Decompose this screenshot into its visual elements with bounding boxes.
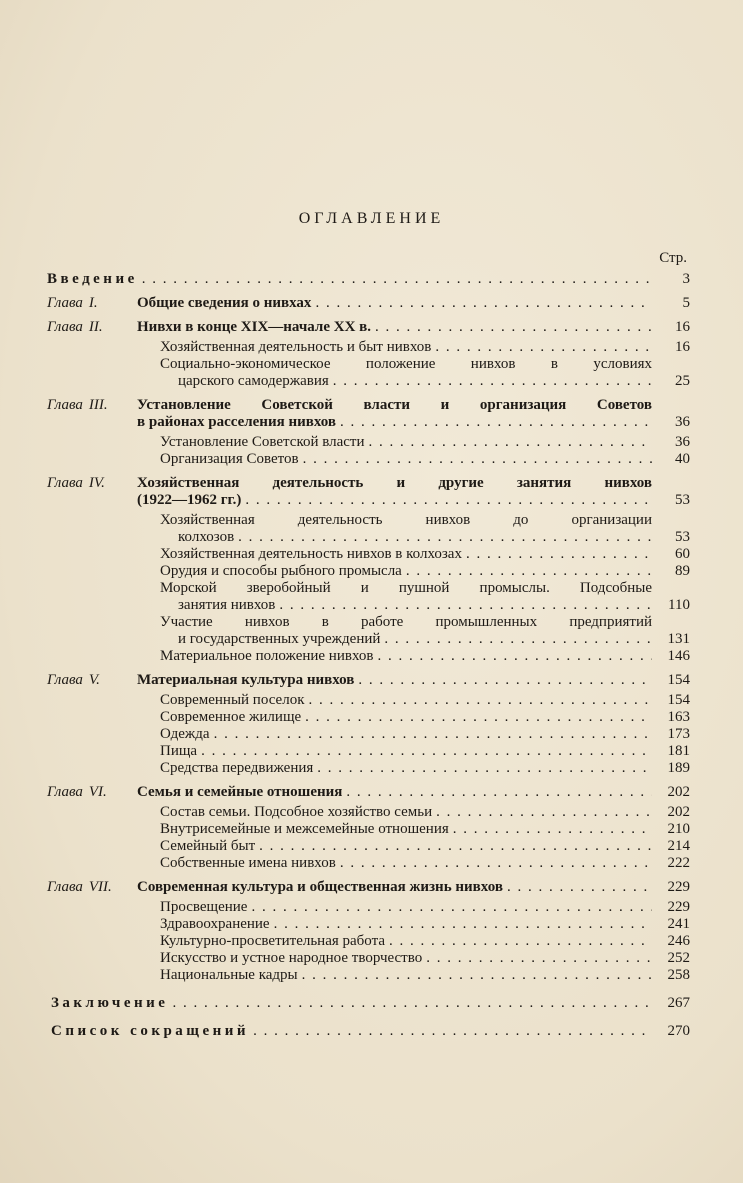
entry-title: Пища — [160, 743, 198, 759]
toc-line — [47, 743, 690, 760]
page-number: 222 — [667, 855, 690, 871]
toc-section — [47, 580, 690, 614]
dot-leader — [426, 950, 652, 967]
dot-leader — [245, 492, 652, 509]
toc-line — [47, 672, 690, 689]
page-number: 241 — [667, 916, 690, 932]
toc-line — [47, 995, 690, 1012]
toc-line — [47, 451, 690, 468]
entry-title: Хозяйственная деятельность нивхов в колхозах — [160, 546, 462, 562]
toc-line — [47, 899, 690, 916]
toc-section — [47, 356, 690, 390]
entry-title: Культурно-просветительная работа — [160, 933, 386, 949]
chapter-label — [47, 319, 137, 336]
chapter-word: Глава — [47, 295, 83, 311]
toc-section — [47, 855, 690, 872]
toc-chapter — [47, 475, 690, 509]
toc-section — [47, 546, 690, 563]
page-number: 154 — [667, 672, 690, 688]
page-title: ОГЛАВЛЕНИЕ — [298, 210, 445, 227]
dot-leader — [453, 821, 652, 838]
page-number: 258 — [667, 967, 690, 983]
chapter-word: Глава — [47, 879, 83, 895]
entry-title: Морской зверобойный и пушной промыслы. Подсобные — [160, 580, 652, 596]
entry-title: Просвещение — [160, 899, 248, 915]
toc-section — [47, 967, 690, 984]
page-number: 16 — [675, 319, 690, 335]
dot-leader — [317, 760, 652, 777]
dot-leader — [358, 672, 652, 689]
toc-section — [47, 614, 690, 648]
page-number: 270 — [667, 1023, 690, 1039]
entry-title: Современное жилище — [160, 709, 302, 725]
chapter-label — [47, 295, 137, 312]
toc-line — [47, 614, 690, 631]
entry-title: Состав семьи. Подсобное хозяйство семьи — [160, 804, 433, 820]
entry-title: Искусство и устное народное творчество — [160, 950, 423, 966]
dot-leader — [340, 414, 652, 431]
page-number: 229 — [667, 879, 690, 895]
chapter-word: Глава — [47, 475, 83, 491]
dot-leader — [436, 804, 652, 821]
entry-title: Семья и семейные отношения — [137, 784, 343, 800]
page-column-label: Стр. — [659, 250, 687, 266]
toc-line — [47, 414, 690, 431]
page-number: 189 — [667, 760, 690, 776]
toc-line — [47, 855, 690, 872]
toc-line — [47, 295, 690, 312]
entry-title: Хозяйственная деятельность нивхов до организации — [160, 512, 652, 528]
toc-chapter — [47, 784, 690, 801]
dot-leader — [369, 434, 652, 451]
toc-line — [47, 709, 690, 726]
entry-title: Собственные имена нивхов — [160, 855, 336, 871]
toc-line — [47, 967, 690, 984]
entry-title: Здравоохранение — [160, 916, 270, 932]
toc-line — [47, 1023, 690, 1040]
page-number: 60 — [675, 546, 690, 562]
dot-leader — [259, 838, 652, 855]
entry-title: (1922—1962 гг.) — [137, 492, 242, 508]
toc-section — [47, 512, 690, 546]
page-number: 16 — [675, 339, 690, 355]
entry-title: Установление Советской власти — [160, 434, 365, 450]
toc-line — [47, 726, 690, 743]
toc-entry — [47, 271, 690, 288]
chapter-number: III. — [88, 397, 108, 413]
dot-leader — [466, 546, 652, 563]
toc-line — [47, 434, 690, 451]
toc-section — [47, 692, 690, 709]
page-number: 146 — [667, 648, 690, 664]
toc-line — [47, 784, 690, 801]
page-number: 154 — [667, 692, 690, 708]
entry-title: Участие нивхов в работе промышленных предприятий — [160, 614, 652, 630]
dot-leader — [201, 743, 652, 760]
toc-chapter — [47, 672, 690, 689]
dot-leader — [214, 726, 652, 743]
entry-title: Материальная культура нивхов — [137, 672, 355, 688]
page-number: 5 — [682, 295, 690, 311]
page-number: 110 — [668, 597, 690, 613]
chapter-word: Глава — [47, 672, 83, 688]
entry-title: Нивхи в конце XIX—начале XX в. — [137, 319, 372, 335]
chapter-number: VI. — [88, 784, 107, 800]
toc-section — [47, 648, 690, 665]
chapter-label — [47, 475, 137, 492]
page-number: 267 — [667, 995, 690, 1011]
page-number: 246 — [667, 933, 690, 949]
toc-line — [47, 933, 690, 950]
page-number: 36 — [675, 414, 690, 430]
page-number: 3 — [682, 271, 690, 287]
toc-line — [47, 546, 690, 563]
page-number: 210 — [667, 821, 690, 837]
entry-title: Современная культура и общественная жизнь нивхов — [137, 879, 503, 895]
toc-line — [47, 271, 690, 288]
page-number: 53 — [675, 492, 690, 508]
toc-line — [47, 821, 690, 838]
toc-section — [47, 916, 690, 933]
page-number: 202 — [667, 804, 690, 820]
chapter-label — [47, 672, 137, 689]
page-number: 89 — [675, 563, 690, 579]
dot-leader — [333, 373, 652, 390]
toc-section — [47, 709, 690, 726]
dot-leader — [375, 319, 652, 336]
table-of-contents — [47, 264, 690, 1040]
dot-leader — [279, 597, 652, 614]
toc-section — [47, 821, 690, 838]
dot-leader — [389, 933, 652, 950]
dot-leader — [305, 709, 652, 726]
dot-leader — [308, 692, 652, 709]
toc-chapter — [47, 319, 690, 336]
entry-title: колхозов — [178, 529, 235, 545]
toc-section — [47, 743, 690, 760]
toc-section — [47, 899, 690, 916]
entry-title: Социально-экономическое положение нивхов в условиях — [160, 356, 652, 372]
entry-title: Одежда — [160, 726, 210, 742]
toc-section — [47, 339, 690, 356]
dot-leader — [302, 967, 652, 984]
chapter-word: Глава — [47, 319, 83, 335]
chapter-label — [47, 397, 137, 414]
entry-title: Установление Советской власти и организация Советов — [137, 397, 652, 413]
chapter-word: Глава — [47, 784, 83, 800]
toc-line — [47, 692, 690, 709]
dot-leader — [435, 339, 652, 356]
toc-line — [47, 631, 690, 648]
entry-title: Заключение — [51, 995, 169, 1011]
toc-line — [47, 580, 690, 597]
dot-leader — [346, 784, 652, 801]
entry-title: Материальное положение нивхов — [160, 648, 374, 664]
dot-leader — [142, 271, 652, 288]
toc-entry — [47, 1023, 690, 1040]
toc-chapter — [47, 295, 690, 312]
entry-title: Список сокращений — [51, 1023, 250, 1039]
toc-section — [47, 760, 690, 777]
entry-title: Национальные кадры — [160, 967, 298, 983]
chapter-number: IV. — [88, 475, 105, 491]
toc-line — [47, 373, 690, 390]
toc-line — [47, 879, 690, 896]
chapter-number: V. — [88, 672, 100, 688]
dot-leader — [251, 899, 652, 916]
toc-section — [47, 933, 690, 950]
page-number: 131 — [667, 631, 690, 647]
page-number: 25 — [675, 373, 690, 389]
dot-leader — [507, 879, 652, 896]
toc-line — [47, 597, 690, 614]
toc-line — [47, 804, 690, 821]
toc-section — [47, 726, 690, 743]
dot-leader — [377, 648, 652, 665]
entry-title: Хозяйственная деятельность и быт нивхов — [160, 339, 432, 355]
entry-title: Организация Советов — [160, 451, 299, 467]
page-number: 229 — [667, 899, 690, 915]
page-number: 163 — [667, 709, 690, 725]
dot-leader — [406, 563, 652, 580]
toc-section — [47, 950, 690, 967]
entry-title: в районах расселения нивхов — [137, 414, 336, 430]
toc-line — [47, 916, 690, 933]
page-number: 53 — [675, 529, 690, 545]
chapter-label — [47, 784, 137, 801]
page-number: 181 — [667, 743, 690, 759]
chapter-number: I. — [88, 295, 98, 311]
dot-leader — [238, 529, 652, 546]
toc-line — [47, 563, 690, 580]
entry-title: и государственных учреждений — [178, 631, 381, 647]
toc-chapter — [47, 879, 690, 896]
dot-leader — [384, 631, 652, 648]
entry-title: Введение — [47, 271, 138, 287]
page-number: 202 — [667, 784, 690, 800]
toc-line — [47, 950, 690, 967]
toc-section — [47, 838, 690, 855]
entry-title: царского самодержавия — [178, 373, 329, 389]
entry-title: Современный поселок — [160, 692, 305, 708]
toc-line — [47, 397, 690, 414]
toc-line — [47, 512, 690, 529]
entry-title: занятия нивхов — [178, 597, 276, 613]
toc-line — [47, 319, 690, 336]
page-number: 252 — [667, 950, 690, 966]
toc-line — [47, 356, 690, 373]
toc-section — [47, 804, 690, 821]
entry-title: Внутрисемейные и межсемейные отношения — [160, 821, 449, 837]
entry-title: Семейный быт — [160, 838, 256, 854]
page-number: 173 — [667, 726, 690, 742]
dot-leader — [303, 451, 652, 468]
toc-line — [47, 475, 690, 492]
dot-leader — [340, 855, 652, 872]
entry-title: Общие сведения о нивхах — [137, 295, 312, 311]
chapter-number: VII. — [88, 879, 112, 895]
page-number: 214 — [667, 838, 690, 854]
toc-section — [47, 434, 690, 451]
entry-title: Хозяйственная деятельность и другие занятия нивхов — [137, 475, 652, 491]
toc-line — [47, 760, 690, 777]
toc-line — [47, 838, 690, 855]
toc-line — [47, 648, 690, 665]
toc-entry — [47, 995, 690, 1012]
toc-section — [47, 563, 690, 580]
chapter-word: Глава — [47, 397, 83, 413]
page-number: 40 — [675, 451, 690, 467]
chapter-number: II. — [88, 319, 103, 335]
dot-leader — [315, 295, 652, 312]
toc-section — [47, 451, 690, 468]
dot-leader — [172, 995, 652, 1012]
dot-leader — [253, 1023, 652, 1040]
entry-title: Орудия и способы рыбного промысла — [160, 563, 402, 579]
dot-leader — [274, 916, 652, 933]
page-number: 36 — [675, 434, 690, 450]
toc-line — [47, 529, 690, 546]
toc-line — [47, 492, 690, 509]
toc-chapter — [47, 397, 690, 431]
entry-title: Средства передвижения — [160, 760, 314, 776]
toc-line — [47, 339, 690, 356]
chapter-label — [47, 879, 137, 896]
